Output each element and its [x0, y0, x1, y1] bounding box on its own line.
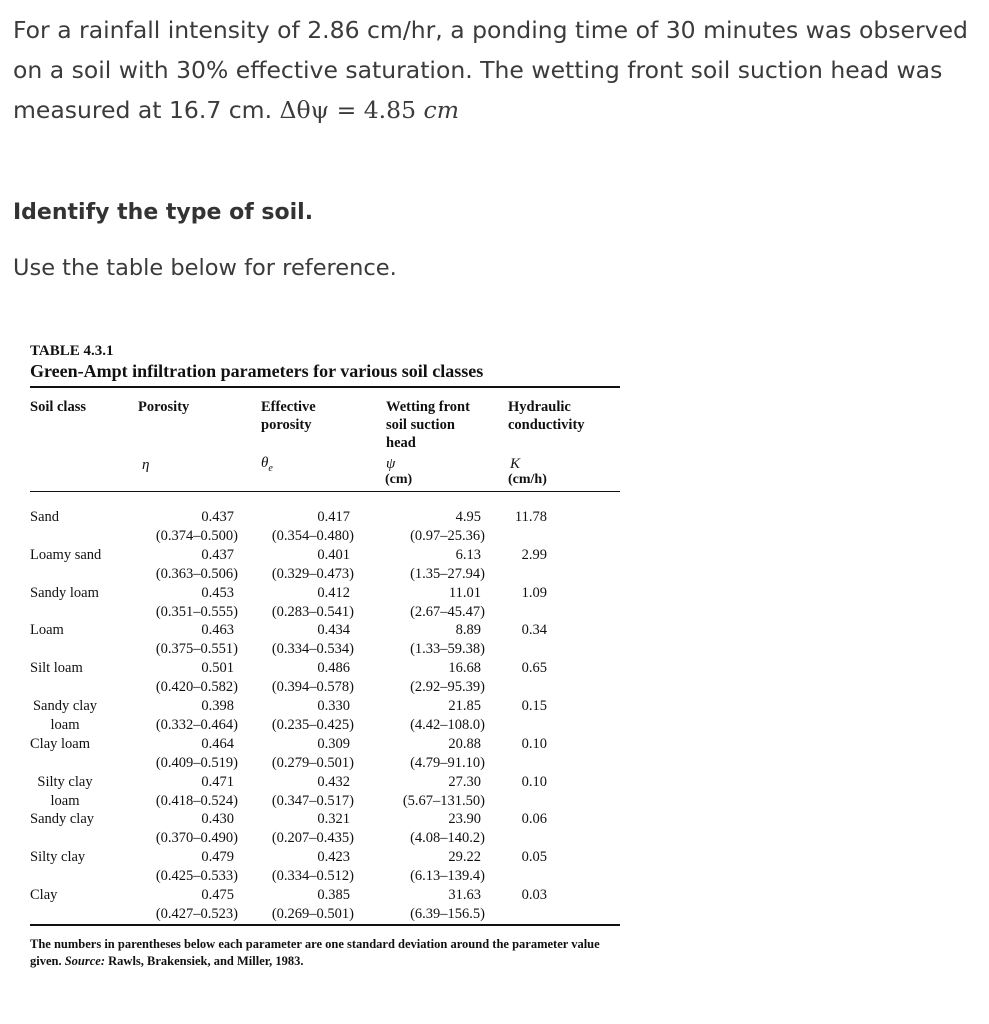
value-suction: 29.22	[448, 849, 481, 866]
range-porosity: (0.425–0.533)	[155, 868, 238, 885]
value-suction: 27.30	[448, 773, 481, 790]
range-suction: (5.67–131.50)	[402, 792, 485, 809]
value-porosity: 0.479	[201, 849, 234, 866]
range-suction: (2.67–45.47)	[410, 603, 485, 620]
range-eff: (0.334–0.534)	[271, 641, 354, 658]
range-porosity: (0.418–0.524)	[155, 792, 238, 809]
soil-class-name: Silt loam	[30, 660, 83, 677]
value-porosity: 0.471	[201, 773, 234, 790]
soil-class-name: Loam	[30, 622, 64, 639]
header-effective-porosity-line2: porosity	[261, 417, 312, 433]
green-ampt-table	[30, 342, 620, 968]
table-bottom-rule	[30, 924, 620, 926]
range-porosity: (0.375–0.551)	[155, 641, 238, 658]
value-porosity: 0.501	[201, 660, 234, 677]
soil-class-name: Loamy sand	[30, 546, 102, 563]
delta-theta-psi-formula: Δθψ = 4.85 cm	[279, 96, 459, 124]
soil-class-name: Sand	[30, 509, 59, 525]
range-eff: (0.334–0.512)	[271, 868, 354, 885]
table-footnote: The numbers in parentheses below each parameter are one standard deviation around the parameter value given. Source: Rawls, Brakensiek, and Miller, 1983.	[30, 937, 600, 968]
value-eff: 0.385	[317, 887, 350, 903]
range-eff: (0.279–0.501)	[271, 754, 354, 771]
range-eff: (0.394–0.578)	[271, 679, 354, 696]
value-porosity: 0.464	[201, 735, 234, 752]
value-suction: 11.01	[448, 584, 481, 601]
symbol-k: K	[510, 456, 521, 472]
table-number: TABLE 4.3.1	[30, 343, 114, 359]
range-eff: (0.347–0.517)	[271, 792, 354, 809]
range-eff: (0.354–0.480)	[271, 527, 354, 544]
value-porosity: 0.475	[201, 887, 234, 903]
soil-class-name: Sandy clay	[30, 811, 95, 828]
value-suction: 8.89	[455, 622, 481, 639]
symbol-theta-e: $\theta_e$	[261, 455, 273, 474]
soil-class-name: Clay loam	[30, 735, 91, 752]
range-porosity: (0.351–0.555)	[155, 603, 238, 620]
range-eff: (0.235–0.425)	[271, 716, 354, 733]
symbol-eta: η	[142, 457, 150, 473]
range-suction: (6.39–156.5)	[410, 905, 485, 922]
value-conductivity: 0.10	[521, 735, 547, 752]
range-suction: (0.97–25.36)	[410, 527, 485, 544]
value-suction: 20.88	[448, 735, 481, 752]
value-conductivity: 0.03	[521, 887, 547, 903]
header-conductivity-line2: conductivity	[508, 417, 585, 433]
soil-class-name: Silty clay	[37, 773, 93, 790]
instruction-text: Use the table below for reference.	[13, 255, 397, 281]
value-suction: 23.90	[448, 811, 481, 828]
value-conductivity: 11.78	[514, 509, 547, 525]
soil-class-name: Silty clay	[30, 849, 86, 866]
range-porosity: (0.374–0.500)	[155, 527, 238, 544]
range-suction: (1.35–27.94)	[410, 565, 485, 582]
header-soil-class: Soil class	[30, 399, 86, 415]
header-suction-line2: soil suction	[386, 417, 455, 433]
header-suction-line3: head	[386, 435, 416, 451]
range-suction: (4.79–91.10)	[410, 754, 485, 771]
value-porosity: 0.437	[201, 509, 234, 525]
range-eff: (0.283–0.541)	[271, 603, 354, 620]
range-eff: (0.269–0.501)	[271, 905, 354, 922]
range-suction: (2.92–95.39)	[410, 679, 485, 696]
soil-class-name-line2: loam	[50, 792, 80, 809]
problem-text: For a rainfall intensity of 2.86 cm/hr, a ponding time of 30 minutes was observed on a soil with 30% effective saturation. The wetting front soil suction head was measured at 16.7 cm.	[13, 16, 968, 124]
range-suction: (6.13–139.4)	[410, 868, 485, 885]
value-suction: 31.63	[448, 887, 481, 903]
value-porosity: 0.398	[201, 698, 234, 714]
value-eff: 0.330	[317, 698, 350, 714]
value-eff: 0.401	[317, 546, 350, 563]
header-porosity: Porosity	[138, 399, 190, 415]
value-eff: 0.486	[317, 660, 350, 677]
value-eff: 0.412	[317, 584, 350, 601]
problem-statement	[13, 10, 983, 130]
range-porosity: (0.370–0.490)	[155, 830, 238, 847]
value-conductivity: 1.09	[521, 584, 547, 601]
table-top-rule	[30, 386, 620, 388]
value-conductivity: 0.06	[521, 811, 547, 828]
value-porosity: 0.463	[201, 622, 234, 639]
range-suction: (4.42–108.0)	[410, 716, 485, 733]
soil-class-name: Sandy clay	[32, 698, 98, 714]
value-conductivity: 0.05	[521, 849, 547, 866]
value-eff: 0.309	[317, 735, 350, 752]
range-suction: (1.33–59.38)	[410, 641, 485, 658]
value-conductivity: 2.99	[521, 546, 547, 563]
value-eff: 0.434	[317, 622, 350, 639]
range-porosity: (0.363–0.506)	[155, 565, 238, 582]
value-porosity: 0.437	[201, 546, 234, 563]
value-conductivity: 0.34	[521, 622, 547, 639]
unit-cm-per-h: (cm/h)	[508, 472, 547, 487]
header-conductivity-line1: Hydraulic	[508, 399, 571, 415]
value-eff: 0.417	[317, 509, 350, 525]
value-suction: 4.95	[455, 509, 481, 525]
range-eff: (0.207–0.435)	[271, 830, 354, 847]
range-porosity: (0.420–0.582)	[155, 679, 238, 696]
question-heading: Identify the type of soil.	[13, 200, 314, 225]
soil-class-name-line2: loam	[50, 716, 80, 733]
value-conductivity: 0.10	[521, 773, 547, 790]
symbol-psi: ψ	[386, 456, 396, 472]
value-eff: 0.432	[317, 773, 350, 790]
unit-cm: (cm)	[385, 472, 413, 487]
table-header-rule	[30, 491, 620, 492]
range-porosity: (0.332–0.464)	[155, 716, 238, 733]
value-suction: 6.13	[455, 546, 481, 563]
value-suction: 16.68	[448, 660, 481, 677]
value-conductivity: 0.15	[521, 698, 547, 714]
range-porosity: (0.427–0.523)	[155, 905, 238, 922]
table-title: Green-Ampt infiltration parameters for various soil classes	[30, 361, 484, 381]
value-conductivity: 0.65	[521, 660, 547, 677]
value-porosity: 0.453	[201, 584, 234, 601]
value-suction: 21.85	[448, 698, 481, 714]
value-eff: 0.423	[317, 849, 350, 866]
range-suction: (4.08–140.2)	[410, 830, 485, 847]
header-effective-porosity-line1: Effective	[261, 399, 316, 415]
soil-class-name: Sandy loam	[30, 584, 99, 601]
range-porosity: (0.409–0.519)	[155, 754, 238, 771]
soil-class-name: Clay	[30, 887, 58, 903]
value-eff: 0.321	[317, 811, 350, 828]
value-porosity: 0.430	[201, 811, 234, 828]
range-eff: (0.329–0.473)	[271, 565, 354, 582]
header-suction-line1: Wetting front	[386, 399, 470, 415]
